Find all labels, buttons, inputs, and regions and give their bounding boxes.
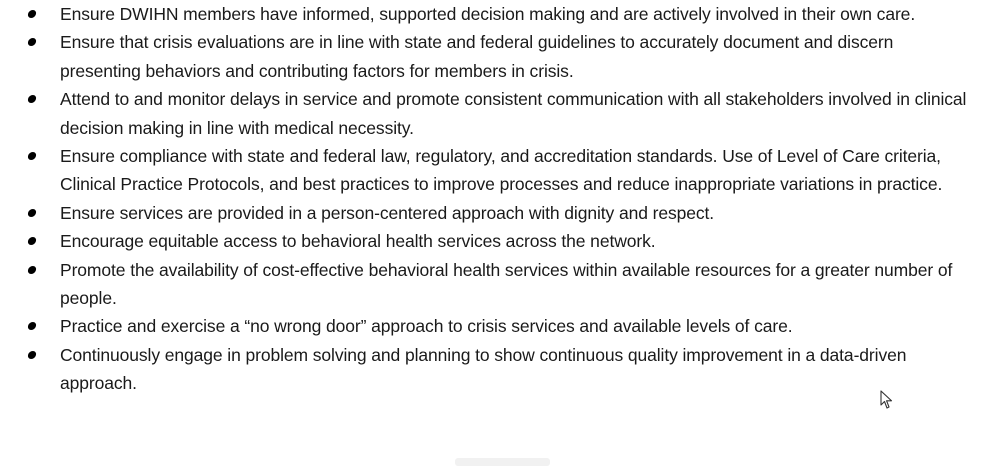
- list-item-text: Ensure that crisis evaluations are in line with state and federal guidelines to accurately document and discern presenting behaviors and contributing factors for members in crisis.: [60, 32, 894, 81]
- bullet-dot-icon: [27, 322, 37, 330]
- list-item: [0, 312, 1000, 340]
- mouse-pointer-icon: [880, 390, 894, 410]
- bullet-dot-icon: [27, 237, 37, 245]
- list-item-text: Ensure services are provided in a person-centered approach with dignity and respect.: [60, 202, 715, 223]
- list-item: [0, 28, 1000, 85]
- list-item-text: Practice and exercise a “no wrong door” approach to crisis services and available levels of care.: [60, 316, 793, 337]
- page-edge-shadow: [455, 458, 550, 466]
- list-item-text: Promote the availability of cost-effective behavioral health services within available resources for a greater number of people.: [60, 259, 953, 309]
- bullet-dot-icon: [27, 38, 37, 46]
- bullet-dot-icon: [27, 351, 37, 359]
- list-item: [0, 199, 1000, 227]
- list-item: [0, 142, 1000, 199]
- bullet-dot-icon: [27, 95, 37, 103]
- bullet-dot-icon: [27, 10, 37, 18]
- list-item-text: Attend to and monitor delays in service and promote consistent communication with all stakeholders involved in clinical decision making in line with medical necessity.: [60, 89, 967, 138]
- bullet-dot-icon: [27, 266, 37, 274]
- list-item: [0, 0, 1000, 28]
- list-item-text: Encourage equitable access to behavioral health services across the network.: [60, 231, 656, 252]
- bullet-dot-icon: [27, 152, 37, 160]
- list-item: [0, 227, 1000, 255]
- list-item-text: Continuously engage in problem solving and planning to show continuous quality improvement in a data-driven approach.: [60, 344, 907, 394]
- list-item-text: Ensure DWIHN members have informed, supported decision making and are actively involved in their own care.: [60, 4, 916, 24]
- list-item-text: Ensure compliance with state and federal law, regulatory, and accreditation standards. Use of Level of Care criteria, Clinical Practice Protocols, and best practices to improve processes and reduce inappropriate variations in practice.: [60, 146, 943, 195]
- list-item: [0, 341, 1000, 398]
- bullet-dot-icon: [27, 209, 37, 217]
- list-item: [0, 256, 1000, 313]
- list-item: [0, 85, 1000, 142]
